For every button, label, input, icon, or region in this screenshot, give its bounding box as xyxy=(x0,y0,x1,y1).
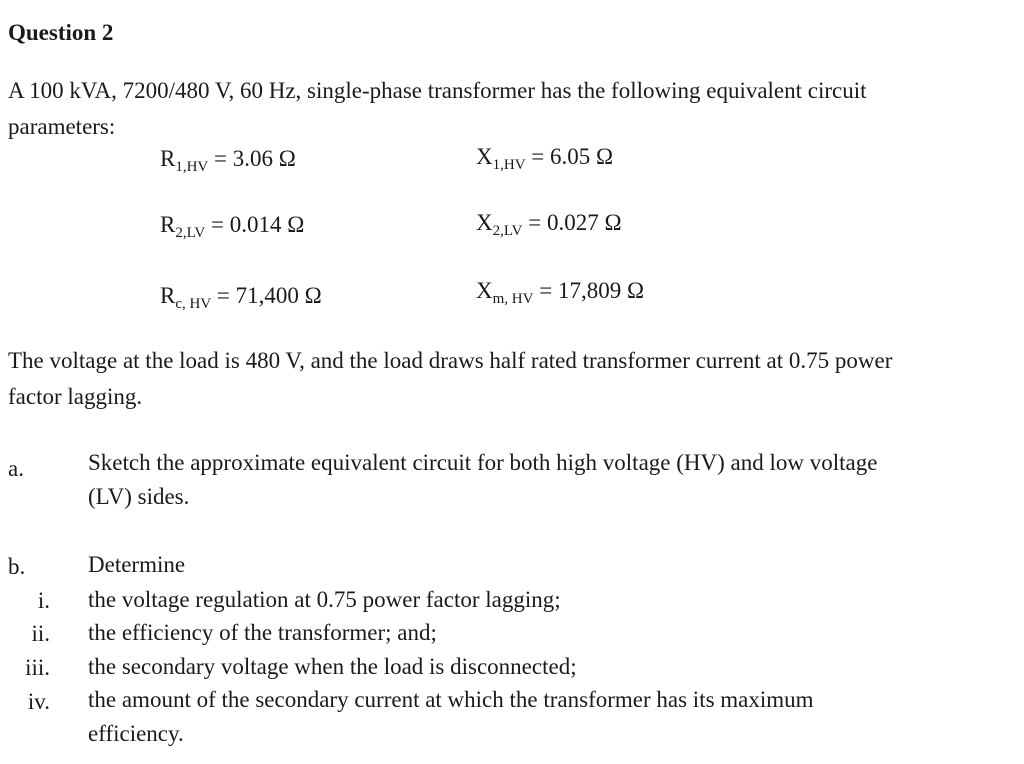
part-b-heading: Determine xyxy=(88,552,186,577)
intro-line-1: A 100 kVA, 7200/480 V, 60 Hz, single-phase transformer has the following equivalent circuit xyxy=(8,78,867,103)
part-b-item-4-line-2: efficiency. xyxy=(88,721,184,746)
part-b-marker: b. xyxy=(8,554,26,579)
param-rc-hv: $R_{c, HV} = 71,400$ Ω xyxy=(160,283,322,312)
part-b-item-2: the efficiency of the transformer; and; xyxy=(88,620,437,645)
part-b-item-1: the voltage regulation at 0.75 power factor lagging; xyxy=(88,587,561,612)
part-b-item-2-marker: ii. xyxy=(31,621,50,646)
load-line-1: The voltage at the load is 480 V, and the load draws half rated transformer current at 0.75 power xyxy=(8,348,893,373)
part-b-item-3: the secondary voltage when the load is disconnected; xyxy=(88,654,577,679)
param-x2-lv: $X_{2,LV} = 0.027$ Ω xyxy=(476,210,622,239)
part-a-marker: a. xyxy=(8,456,24,481)
part-a-line-1: Sketch the approximate equivalent circuit for both high voltage (HV) and low voltage xyxy=(88,450,878,475)
param-x1-hv: $X_{1,HV} = 6.05$ Ω xyxy=(476,144,614,173)
question-title: Question 2 xyxy=(8,20,114,45)
part-b-item-4-marker: iv. xyxy=(27,689,50,714)
param-r1-hv: $R_{1,HV} = 3.06$ Ω xyxy=(160,146,296,175)
param-r2-lv: $R_{2,LV} = 0.014$ Ω xyxy=(160,212,305,241)
intro-line-2: parameters: xyxy=(8,114,116,139)
param-xm-hv: $X_{m, HV} = 17,809$ Ω xyxy=(476,278,645,307)
part-b-item-1-marker: i. xyxy=(37,588,50,613)
part-a-line-2: (LV) sides. xyxy=(88,484,190,509)
load-line-2: factor lagging. xyxy=(8,384,143,409)
part-b-item-3-marker: iii. xyxy=(25,655,50,680)
part-b-item-4: the amount of the secondary current at which the transformer has its maximum xyxy=(88,687,814,712)
